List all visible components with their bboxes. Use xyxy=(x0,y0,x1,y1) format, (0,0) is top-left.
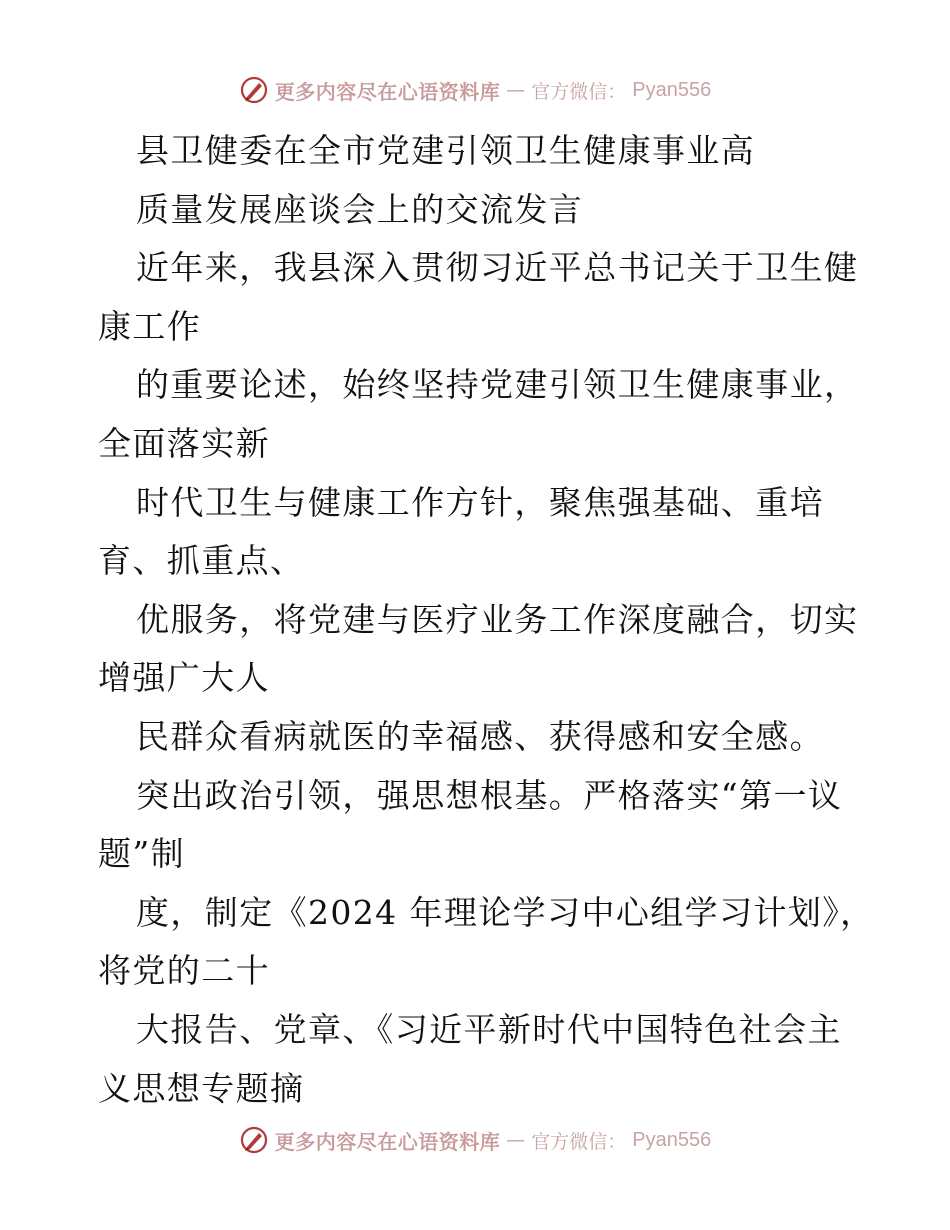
text-line: 时代卫生与健康工作方针，聚焦强基础、重培 xyxy=(136,482,824,522)
text-line: 突出政治引领，强思想根基。严格落实“第一议 xyxy=(136,775,843,815)
header-separator: — xyxy=(506,79,526,101)
text-line: 的重要论述，始终坚持党建引领卫生健康事业， xyxy=(136,365,859,405)
text-line: 民群众看病就医的幸福感、获得感和安全感。 xyxy=(136,716,824,756)
header-wechat-id: Pyan556 xyxy=(632,78,712,101)
text-line: 全面落实新 xyxy=(98,423,270,463)
pen-logo-icon xyxy=(239,1125,269,1155)
text-line: 康工作 xyxy=(98,306,202,346)
footer-wechat-id: Pyan556 xyxy=(632,1128,712,1151)
text-line: 大报告、党章、《习近平新时代中国特色社会主 xyxy=(136,1009,842,1049)
text-line: 近年来，我县深入贯彻习近平总书记关于卫生健 xyxy=(136,248,859,288)
header-wechat-label: 官方微信： xyxy=(531,80,627,103)
text-line: 题”制 xyxy=(98,834,186,874)
text-line: 质量发展座谈会上的交流发言 xyxy=(136,189,584,229)
header-banner-text: 更多内容尽在心语资料库 xyxy=(274,79,501,104)
text-line: 度，制定《2024 年理论学习中心组学习计划》， xyxy=(136,892,875,932)
header-banner xyxy=(0,70,950,110)
text-line: 义思想专题摘 xyxy=(98,1068,305,1108)
footer-separator: — xyxy=(506,1129,526,1151)
footer-banner-text: 更多内容尽在心语资料库 xyxy=(274,1129,501,1154)
pen-logo-icon xyxy=(239,75,269,105)
text-line: 县卫健委在全市党建引领卫生健康事业高 xyxy=(136,131,756,170)
text-line: 优服务，将党建与医疗业务工作深度融合，切实 xyxy=(136,599,859,639)
text-line: 育、抓重点、 xyxy=(98,541,305,581)
footer-banner xyxy=(0,1120,950,1160)
document-body xyxy=(98,122,875,1118)
footer-wechat-label: 官方微信： xyxy=(531,1130,627,1153)
text-line: 将党的二十 xyxy=(98,951,270,991)
text-line: 增强广大人 xyxy=(98,658,270,698)
